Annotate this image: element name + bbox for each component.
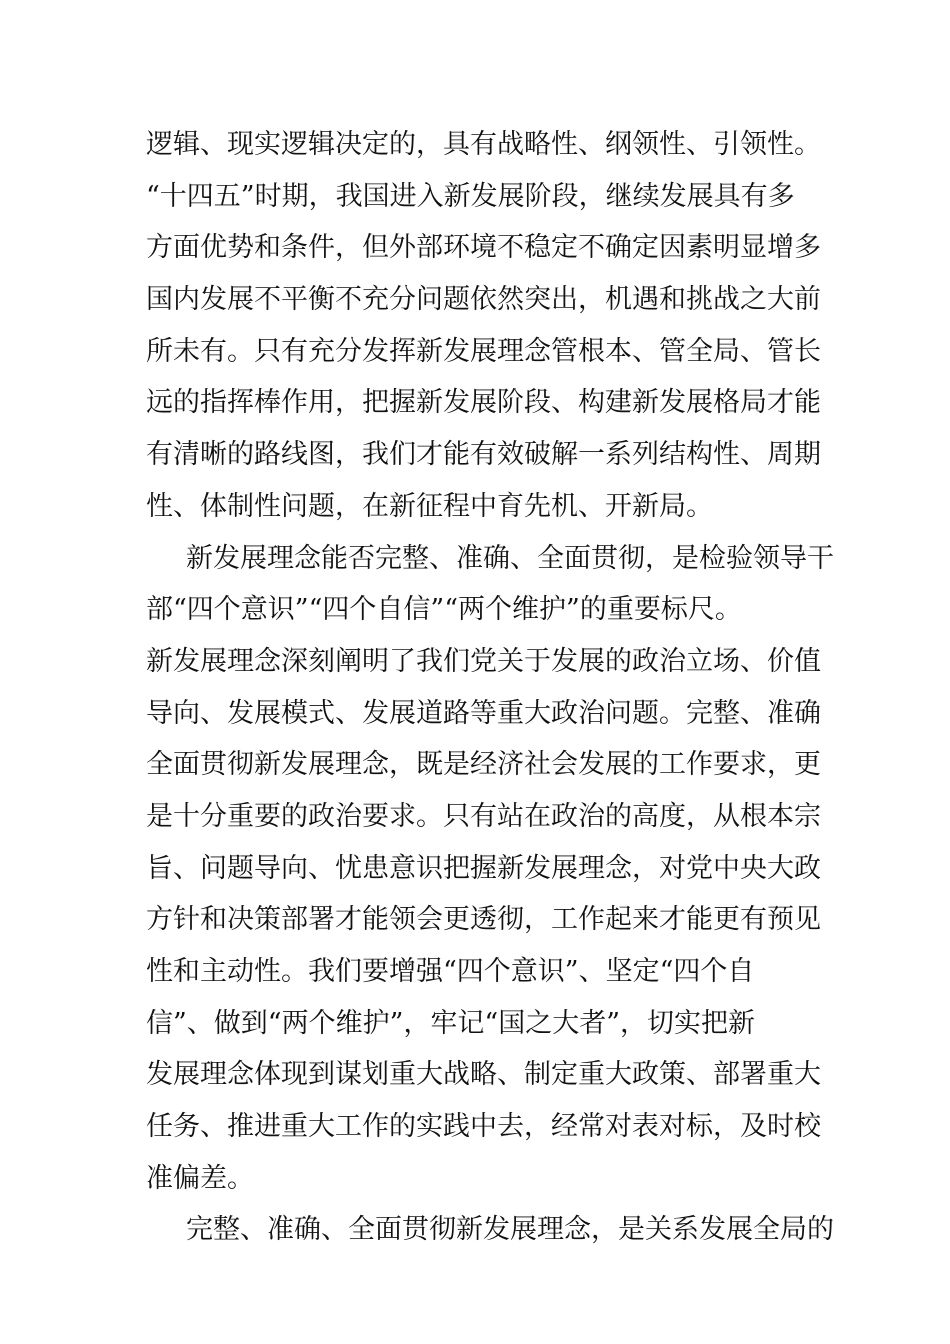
text-line: 新发展理念深刻阐明了我们党关于发展的政治立场、价值 bbox=[146, 645, 821, 677]
text-line: 国内发展不平衡不充分问题依然突出，机遇和挑战之大前 bbox=[146, 284, 821, 316]
text-line: 方针和决策部署才能领会更透彻，工作起来才能更有预见 bbox=[146, 904, 821, 936]
text-line: 发展理念体现到谋划重大战略、制定重大政策、部署重大 bbox=[146, 1059, 821, 1091]
text-line: 信”、做到“两个维护”，牢记“国之大者”，切实把新 bbox=[146, 1007, 756, 1039]
text-line: 所未有。只有充分发挥新发展理念管根本、管全局、管长 bbox=[146, 335, 821, 367]
paragraph-start-line: 完整、准确、全面贯彻新发展理念，是关系发展全局的 bbox=[186, 1214, 834, 1246]
text-line: 导向、发展模式、发展道路等重大政治问题。完整、准确 bbox=[146, 697, 821, 729]
paragraph-start-line: 新发展理念能否完整、准确、全面贯彻，是检验领导干 bbox=[186, 542, 834, 574]
text-line: 旨、问题导向、忧患意识把握新发展理念，对党中央大政 bbox=[146, 852, 821, 884]
text-line: 方面优势和条件，但外部环境不稳定不确定因素明显增多 bbox=[146, 232, 821, 264]
text-line: 是十分重要的政治要求。只有站在政治的高度，从根本宗 bbox=[146, 800, 821, 832]
text-line: 全面贯彻新发展理念，既是经济社会发展的工作要求，更 bbox=[146, 749, 821, 781]
text-line: 有清晰的路线图，我们才能有效破解一系列结构性、周期 bbox=[146, 439, 821, 471]
text-line: 准偏差。 bbox=[146, 1162, 254, 1194]
text-line: 性和主动性。我们要增强“四个意识”、坚定“四个自 bbox=[146, 956, 755, 987]
text-line: 任务、推进重大工作的实践中去，经常对表对标，及时校 bbox=[146, 1111, 821, 1143]
text-line: 远的指挥棒作用，把握新发展阶段、构建新发展格局才能 bbox=[146, 387, 821, 419]
text-line: 部“四个意识”“四个自信”“两个维护”的重要标尺。 bbox=[146, 594, 742, 626]
text-line: 性、体制性问题，在新征程中育先机、开新局。 bbox=[146, 490, 713, 522]
text-line: 逻辑、现实逻辑决定的，具有战略性、纲领性、引领性。 bbox=[146, 129, 821, 160]
text-line: “十四五”时期，我国进入新发展阶段，继续发展具有多 bbox=[146, 180, 795, 212]
document-body bbox=[146, 125, 834, 1262]
